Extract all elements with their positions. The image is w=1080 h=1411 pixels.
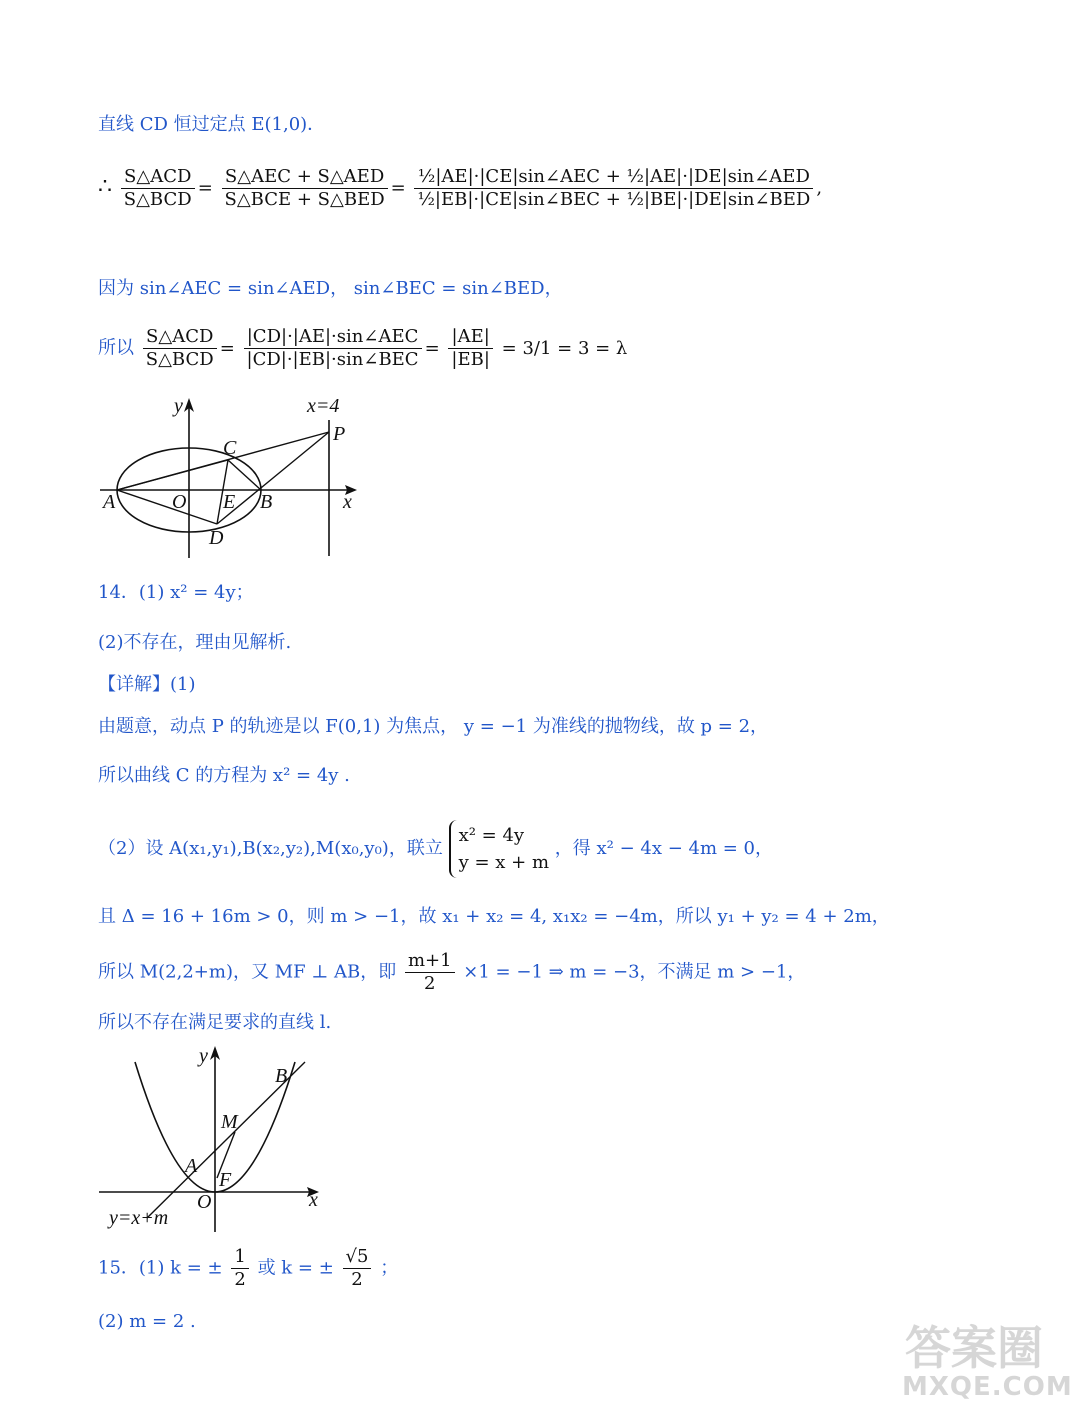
fraction-num: m+1 <box>405 952 455 973</box>
line-text: (2)不存在，理由见解析. <box>98 632 292 653</box>
fraction-half <box>231 1248 248 1289</box>
detail-line-3 <box>98 820 773 878</box>
prefix-text: 15．(1) k = ± <box>98 1257 223 1279</box>
fraction-c <box>448 328 493 369</box>
label-x: x <box>309 1189 318 1211</box>
label-x: x <box>343 491 352 513</box>
label-P: P <box>333 423 346 445</box>
fraction-den: |CD|·|EB|·sin∠BEC <box>246 349 419 370</box>
fraction-den: S△BCD <box>145 349 214 370</box>
watermark-line-2: MXQE.COM <box>902 1372 1073 1402</box>
watermark-logo <box>905 1312 1043 1378</box>
prefix-text: 所以 M(2,2+m)，又 MF ⊥ AB，即 <box>98 961 397 983</box>
formula-tail: = 3/1 = 3 = λ <box>501 337 628 359</box>
line-text: 直线 CD 恒过定点 E(1,0)． <box>98 114 326 135</box>
fraction-num: |AE| <box>448 328 493 349</box>
figure-ellipse <box>95 390 375 570</box>
label-A: A <box>185 1155 198 1177</box>
fraction-den: 2 <box>424 973 436 994</box>
fraction-num: √5 <box>343 1248 372 1269</box>
figure-parabola <box>95 1042 335 1232</box>
label-C: C <box>223 437 237 459</box>
fraction-den: S△BCD <box>123 189 192 210</box>
watermark-url <box>902 1372 1073 1402</box>
label-M: M <box>221 1111 238 1133</box>
detail-line-5 <box>98 952 805 993</box>
text-line-fixed-point <box>98 116 325 134</box>
fraction-num: S△ACD <box>121 168 195 189</box>
fraction-num: ½|AE|·|CE|sin∠AEC + ½|AE|·|DE|sin∠AED <box>414 168 813 189</box>
fraction-num: 1 <box>231 1248 248 1269</box>
label-O: O <box>197 1191 212 1213</box>
line-text: 由题意，动点 P 的轨迹是以 F(0,1) 为焦点， y = −1 为准线的抛物线，故 p = 2， <box>98 716 769 737</box>
q14-answer-2 <box>98 634 291 652</box>
formula-area-ratio: ∴ $\frac{\text{S△ACD}}{\text{S△BCD}}$ = $\frac{\text{S△AEC + S△AED}}{\text{S△BCE + S△BED}}$ = $\frac{\text{½|AE|·|CE|sin∠AEC + ½|AE|·|DE|sin∠AED}}{\text{½|EB|·|CE|sin∠BEC + ½|BE|·|DE|sin∠BED}}$ , <box>98 166 823 210</box>
formula-lambda: 所以 $\frac{\text{S△ACD}}{\text{S△BCD}}$ = $\frac{\text{|CD|·|AE|·sin∠AEC}}{\text{|CD|·|EB|·sin∠BEC}}$ = $\frac{|AE|}{|EB|}$ = 3/1 = 3 = λ <box>98 326 628 370</box>
fraction-num: S△AEC + S△AED <box>222 168 388 189</box>
line-text: 【详解】(1) <box>98 674 196 695</box>
segment-AC <box>117 460 228 490</box>
line-text: 所以不存在满足要求的直线 l. <box>98 1012 332 1033</box>
fraction-slope <box>405 952 455 993</box>
fraction-a <box>143 328 217 369</box>
label-D: D <box>209 527 224 549</box>
fraction-den: 2 <box>234 1269 246 1290</box>
fraction-den: ½|EB|·|CE|sin∠BEC + ½|BE|·|DE|sin∠BED <box>417 189 811 210</box>
fraction-den: 2 <box>351 1269 363 1290</box>
fraction-root5-half <box>343 1248 372 1289</box>
fraction-num: |CD|·|AE|·sin∠AEC <box>244 328 422 349</box>
label-B: B <box>275 1065 288 1087</box>
q15-answer-2 <box>98 1313 196 1331</box>
tail-text: ×1 = −1 ⇒ m = −3，不满足 m > −1， <box>463 961 806 983</box>
tail-text: ，得 x² − 4x − 4m = 0， <box>554 838 774 859</box>
label-F: F <box>219 1169 232 1191</box>
watermark-line-1: 答案圈 <box>905 1321 1043 1375</box>
mid-text: 或 k = ± <box>257 1257 334 1279</box>
system-eq-1: x² = 4y <box>458 825 525 846</box>
fraction-num: S△ACD <box>143 328 217 349</box>
label-line-eq: y=x+m <box>109 1207 169 1229</box>
text-line-sine-equal <box>98 280 563 298</box>
label-E: E <box>223 491 236 513</box>
fraction-lhs <box>121 168 195 209</box>
q14-answer-1 <box>98 584 254 602</box>
fraction-b <box>244 328 422 369</box>
line-text: 所以曲线 C 的方程为 x² = 4y . <box>98 765 350 786</box>
line-text: 因为 sin∠AEC = sin∠AED， sin∠BEC = sin∠BED， <box>98 278 563 299</box>
label-O: O <box>172 491 187 513</box>
label-A: A <box>103 491 116 513</box>
detail-line-6 <box>98 1014 331 1032</box>
label-y: y <box>199 1045 208 1067</box>
label-B: B <box>260 491 273 513</box>
prefix-text: （2）设 A(x₁,y₁),B(x₂,y₂),M(x₀,y₀)，联立 <box>98 838 443 859</box>
segment-AD <box>117 490 217 524</box>
label-y: y <box>174 395 183 417</box>
detail-line-4 <box>98 908 890 926</box>
fraction-den: S△BCE + S△BED <box>224 189 385 210</box>
detail-line-1 <box>98 718 768 736</box>
fraction-den: |EB| <box>451 349 490 370</box>
end-text: ； <box>380 1257 399 1279</box>
fraction-mid <box>222 168 388 209</box>
line-text: 且 Δ = 16 + 16m > 0，则 m > −1，故 x₁ + x₂ = 4, x₁x₂ = −4m，所以 y₁ + y₂ = 4 + 2m， <box>98 906 890 927</box>
line-text: (2) m = 2 . <box>98 1311 196 1332</box>
therefore-symbol: ∴ <box>98 174 112 200</box>
system-eq-2: y = x + m <box>458 852 550 873</box>
q15-answer-1 <box>98 1248 398 1289</box>
label-x-eq-4: x=4 <box>307 395 340 417</box>
detail-heading <box>98 676 196 694</box>
equation-system <box>449 820 549 878</box>
prefix-text: 所以 <box>98 337 134 359</box>
line-text: 14．(1) x² = 4y； <box>98 582 254 603</box>
detail-line-2 <box>98 767 350 785</box>
fraction-rhs <box>414 168 813 209</box>
